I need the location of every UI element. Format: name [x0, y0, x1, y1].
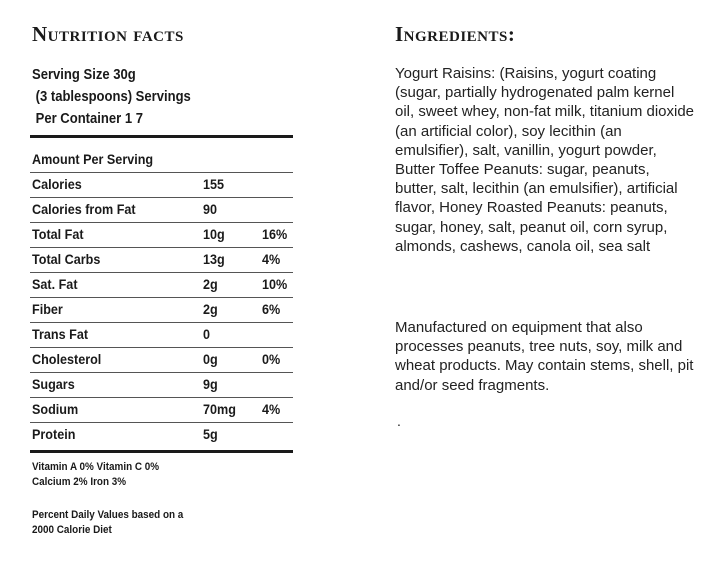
daily-values-line: Percent Daily Values based on a — [32, 509, 184, 521]
nutrient-amount: 70mg — [203, 401, 236, 417]
nutrient-row — [30, 347, 293, 372]
nutrient-daily-value: 4% — [262, 251, 281, 267]
nutrient-name: Cholesterol — [32, 351, 102, 367]
daily-values-line: 2000 Calorie Diet — [32, 524, 112, 536]
serving-line: Serving Size 30g — [32, 67, 136, 83]
vitamins-note — [32, 460, 159, 490]
manufacturing-note: Manufactured on equipment that also processes peanuts, tree nuts, soy, milk and wheat products. May contain stems, shell, pit and/or seed fragments. — [395, 319, 694, 394]
nutrient-row — [30, 372, 293, 397]
nutrient-name: Trans Fat — [32, 326, 89, 342]
nutrient-name: Sodium — [32, 401, 79, 417]
nutrient-row — [30, 272, 293, 297]
nutrient-name: Protein — [32, 426, 76, 442]
vitamins-line: Calcium 2% Iron 3% — [32, 476, 127, 488]
nutrient-daily-value: 6% — [262, 301, 281, 317]
serving-line: Per Container 1 7 — [32, 111, 143, 127]
nutrient-amount: 9g — [203, 376, 218, 392]
nutrient-amount: 0g — [203, 351, 218, 367]
nutrient-daily-value: 0% — [262, 351, 281, 367]
nutrient-amount: 2g — [203, 301, 218, 317]
nutrient-name: Fiber — [32, 301, 63, 317]
nutrient-amount: 2g — [203, 276, 218, 292]
nutrient-row — [30, 297, 293, 322]
nutrient-name: Calories — [32, 176, 82, 192]
nutrient-name: Sugars — [32, 376, 75, 392]
nutrient-row — [30, 397, 293, 422]
nutrient-daily-value: 16% — [262, 226, 288, 242]
nutrient-row — [30, 197, 293, 222]
nutrient-amount: 13g — [203, 251, 225, 267]
nutrient-amount: 10g — [203, 226, 225, 242]
vitamins-line: Vitamin A 0% Vitamin C 0% — [32, 461, 160, 473]
nutrient-daily-value: 10% — [262, 276, 288, 292]
daily-values-note — [32, 508, 183, 538]
trailing-mark: . — [397, 413, 401, 429]
nutrient-row — [30, 422, 293, 447]
nutrient-amount: 155 — [203, 176, 225, 192]
nutrient-row — [30, 172, 293, 197]
nutrient-amount: 0 — [203, 326, 211, 342]
serving-line: (3 tablespoons) Servings — [32, 89, 191, 105]
nutrient-name: Calories from Fat — [32, 201, 136, 217]
amount-per-serving-header: Amount Per Serving — [32, 151, 154, 167]
nutrient-amount: 90 — [203, 201, 218, 217]
nutrient-name: Total Carbs — [32, 251, 101, 267]
nutrient-amount: 5g — [203, 426, 218, 442]
nutrition-facts-heading: Nutrition facts — [32, 22, 184, 46]
top-divider — [30, 135, 293, 138]
nutrient-name: Total Fat — [32, 226, 84, 242]
nutrient-daily-value: 4% — [262, 401, 281, 417]
nutrient-row — [30, 247, 293, 272]
serving-info — [32, 64, 191, 130]
ingredients-text: Yogurt Raisins: (Raisins, yogurt coating (sugar, partially hydrogenated palm kernel oil, sweet whey, non-fat milk, titanium dioxide (an artificial color), soy lecithin (an emulsifier), salt, vanillin, yogurt powder, Butter Toffee Peanuts: sugar, peanuts, butter, salt, lecithin (an emulsifier), artificial flavor, Honey Roasted Peanuts: peanuts, sugar, honey, salt, peanut oil, corn syrup, almonds, cashews, canola oil, sea salt — [395, 65, 695, 255]
ingredients-heading: Ingredients: — [395, 22, 516, 46]
nutrient-name: Sat. Fat — [32, 276, 78, 292]
nutrient-row — [30, 222, 293, 247]
nutrient-row — [30, 322, 293, 347]
bottom-divider — [30, 450, 293, 453]
